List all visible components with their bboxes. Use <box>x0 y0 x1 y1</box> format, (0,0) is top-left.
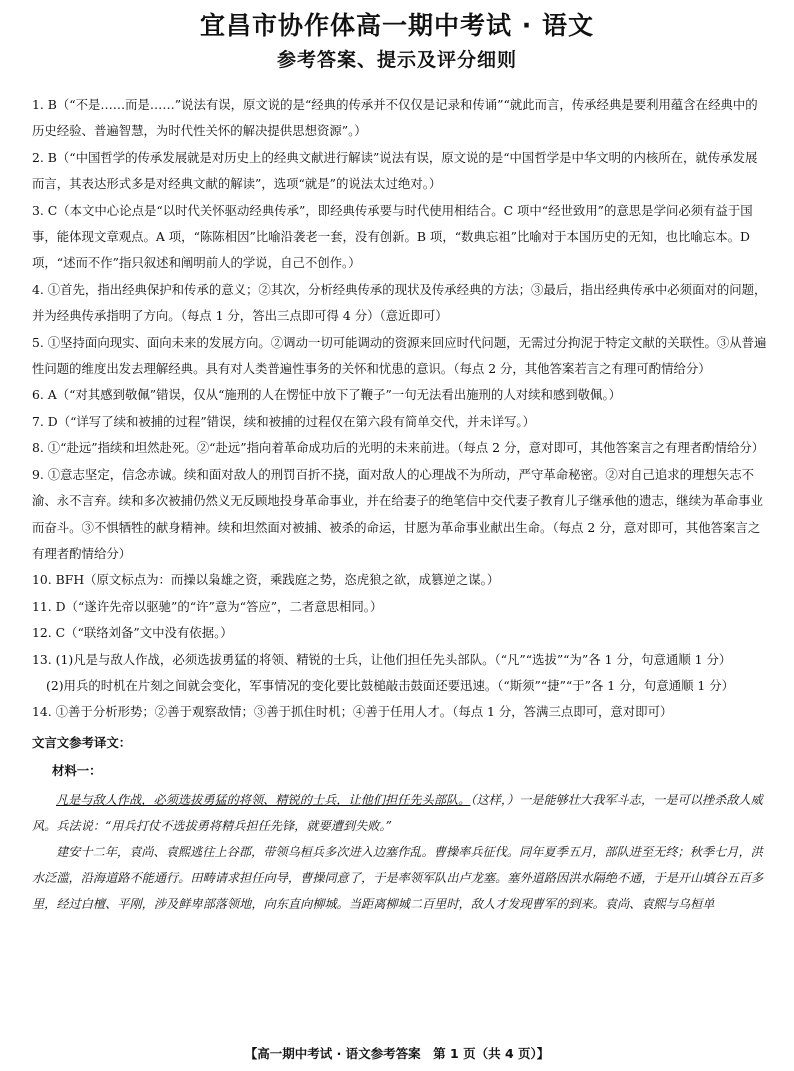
answer-1: 1. B（“不是……而是……”说法有误，原文说的是“经典的传承并不仅仅是记录和传诵”“就此而言，传承经典是要利用蕴含在经典中的历史经验、普遍智慧，为时代性关怀的解决提供思想资源”。） <box>32 97 758 139</box>
answer-6: 6. A（“对其感到敬佩”错误，仅从“施刑的人在愣怔中放下了鞭子”一句无法看出施刑的人对续和感到敬佩。） <box>32 387 622 403</box>
answer-10: 10. BFH（原文标点为：而操以枭雄之资，乘践庭之势，恣虎狼之欲，成篡逆之谋。） <box>32 572 500 588</box>
material-one-heading: 材料一： <box>52 763 102 779</box>
answer-5: 5. ①坚持面向现实、面向未来的发展方向。②调动一切可能调动的资源来回应时代问题，无需过分拘泥于特定文献的关联性。③从普遍性问题的维度出发去理解经典。具有对人类普遍性事务的关怀和忧患的意识。（每点 2 分，其他答案若言之有理可酌情给分） <box>32 334 767 377</box>
translation-paragraph-1 <box>32 787 768 839</box>
page-subtitle: 参考答案、提示及评分细则 <box>276 49 517 71</box>
answer-3: 3. C（本文中心论点是“以时代关怀驱动经典传承”，即经典传承要与时代使用相结合。C 项中“经世致用”的意思是学问必须有益于国事，能体现文章观点。A 项，“陈陈相因”比喻沿袭老一套，没有创新。B 项，“数典忘祖”比喻对于本国历史的无知，也比喻忘本。D 项，“述而不作”指只叙述和阐明前人的学说，自己不创作。） <box>32 202 753 271</box>
answer-13-part2: (2)用兵的时机在片刻之间就会变化，军事情况的变化要比鼓槌敲击鼓面还要迅速。（“斯须”“捷”“于”各 1 分，句意通顺 1 分） <box>46 677 735 693</box>
answer-9: 9. ①意志坚定，信念赤诚。续和面对敌人的刑罚百折不挠，面对敌人的心理战不为所动，严守革命秘密。②对自己追求的理想矢志不渝、永不言弃。续和多次被捕仍然义无反顾地投身革命事业，并在给妻子的绝笔信中交代妻子教育儿子继承他的遗志，继续为革命事业而奋斗。③不惧牺牲的献身精神。续和坦然面对被捕、被杀的命运，甘愿为革命事业献出生命。（每点 2 分，意对即可，其他答案言之有理者酌情给分） <box>32 466 764 561</box>
answer-13-part1: 13. (1)凡是与敌人作战，必须选拔勇猛的将领、精锐的士兵，让他们担任先头部队。（“凡”“选拔”“为”各 1 分，句意通顺 1 分） <box>32 651 732 667</box>
answer-8: 8. ①“赴远”指续和坦然赴死。②“赴远”指向着革命成功后的光明的未来前进。（每点 2 分，意对即可，其他答案言之有理者酌情给分） <box>32 440 765 456</box>
answer-2: 2. B（“中国哲学的传承发展就是对历史上的经典文献进行解读”说法有误，原文说的是“中国哲学是中华文明的内核所在，就传承发展而言，其表达形式多是对经典文献的解读”，选项“就是”的说法太过绝对。） <box>32 149 758 192</box>
translation-heading: 文言文参考译文： <box>32 734 132 750</box>
page-title: 宜昌市协作体高一期中考试 · 语文 <box>200 11 594 40</box>
answer-11: 11. D（“遂许先帝以驱驰”的“许”意为“答应”，二者意思相同。） <box>32 598 383 614</box>
answer-4: 4. ①首先，指出经典保护和传承的意义；②其次，分析经典传承的现状及传承经典的方法；③最后，指出经典传承中必须面对的问题，并为经典传承指明了方向。（每点 1 分，答出三点即可得 4 分）（意近即可） <box>32 281 767 324</box>
answer-list <box>32 92 768 917</box>
translation-paragraph-1-rest: （这样，）一是能够壮大我军斗志，一是可以挫杀敌人威风。兵法说：“用兵打仗不选拔勇将精兵担任先锋，就要遭到失败。” <box>32 792 763 833</box>
page-footer: 【高一期中考试 · 语文参考答案 第 1 页（共 4 页）】 <box>244 1046 550 1061</box>
underlined-sentence: 凡是与敌人作战，必须选拔勇猛的将领、精锐的士兵，让他们担任先头部队。 <box>56 792 471 807</box>
answer-12: 12. C（“联络刘备”文中没有依据。） <box>32 625 233 641</box>
answer-14: 14. ①善于分析形势；②善于观察敌情；③善于抓住时机；④善于任用人才。（每点 1 分，答满三点即可，意对即可） <box>32 704 673 720</box>
translation-paragraph-2: 建安十二年，袁尚、袁熙逃往上谷郡，带领乌桓兵多次进入边塞作乱。曹操率兵征伐。同年夏季五月，部队进至无终；秋季七月，洪水泛滥，沿海道路不能通行。田畴请求担任向导，曹操同意了，于是率领军队出卢龙塞。塞外道路因洪水隔绝不通，于是开山填谷五百多里，经过白檀、平刚，涉及鲜卑部落领地，向东直向柳城。当距离柳城二百里时，敌人才发现曹军的到来。袁尚、袁熙与乌桓单 <box>32 844 764 911</box>
answer-7: 7. D（“详写了续和被捕的过程”错误，续和被捕的过程仅在第六段有简单交代，并未详写。） <box>32 413 536 429</box>
